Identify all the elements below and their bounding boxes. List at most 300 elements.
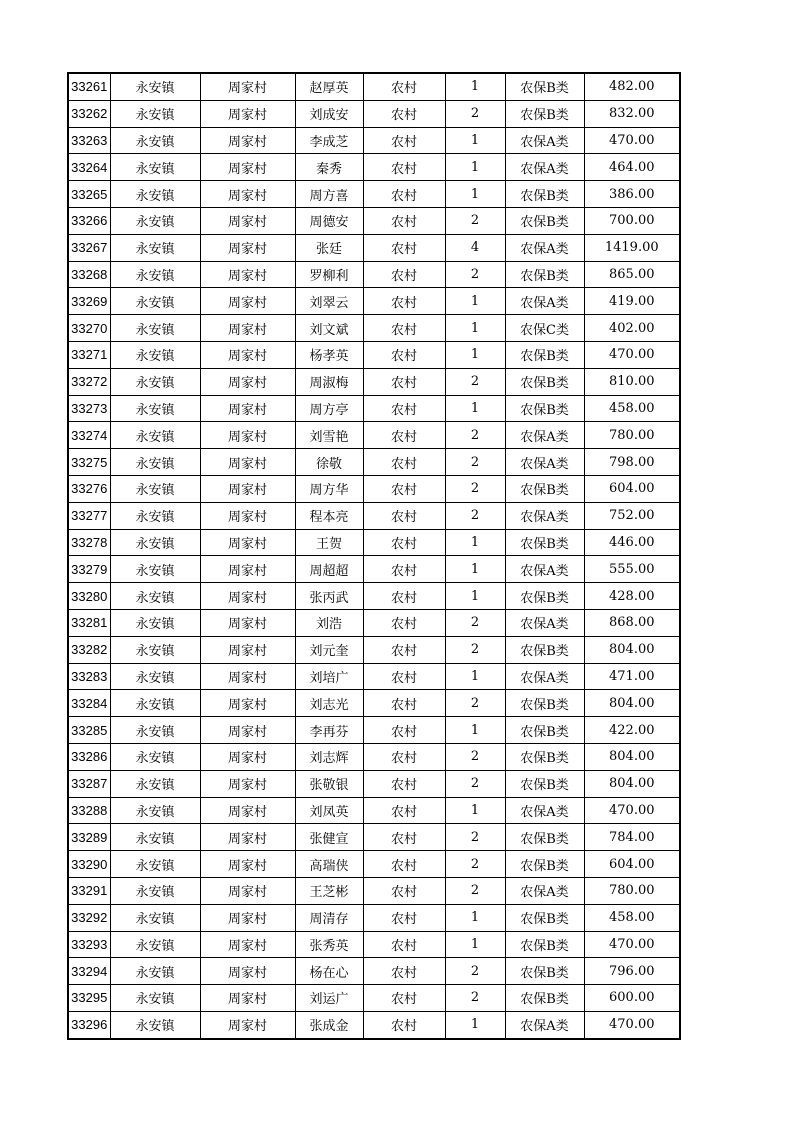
amount-cell: 604.00 xyxy=(584,851,680,878)
table-row xyxy=(68,449,680,476)
town-cell: 永安镇 xyxy=(110,609,200,636)
category-cell: 农保B类 xyxy=(505,958,584,985)
area-type-cell: 农村 xyxy=(363,583,445,610)
area-type-cell: 农村 xyxy=(363,529,445,556)
name-cell: 徐敬 xyxy=(295,449,363,476)
village-cell: 周家村 xyxy=(200,234,295,261)
record-id-cell: 33286 xyxy=(68,743,110,770)
area-type-cell: 农村 xyxy=(363,422,445,449)
table-row xyxy=(68,609,680,636)
amount-cell: 700.00 xyxy=(584,207,680,234)
area-type-cell: 农村 xyxy=(363,851,445,878)
table-row xyxy=(68,395,680,422)
name-cell: 刘志光 xyxy=(295,690,363,717)
name-cell: 杨孝英 xyxy=(295,341,363,368)
household-count-cell: 2 xyxy=(445,824,505,851)
village-cell: 周家村 xyxy=(200,958,295,985)
town-cell: 永安镇 xyxy=(110,1011,200,1038)
town-cell: 永安镇 xyxy=(110,877,200,904)
household-count-cell: 2 xyxy=(445,609,505,636)
town-cell: 永安镇 xyxy=(110,395,200,422)
town-cell: 永安镇 xyxy=(110,958,200,985)
category-cell: 农保B类 xyxy=(505,73,584,100)
household-count-cell: 1 xyxy=(445,127,505,154)
town-cell: 永安镇 xyxy=(110,663,200,690)
village-cell: 周家村 xyxy=(200,449,295,476)
area-type-cell: 农村 xyxy=(363,1011,445,1038)
village-cell: 周家村 xyxy=(200,127,295,154)
table-row xyxy=(68,288,680,315)
table-row xyxy=(68,261,680,288)
table-row xyxy=(68,904,680,931)
village-cell: 周家村 xyxy=(200,636,295,663)
record-id-cell: 33283 xyxy=(68,663,110,690)
name-cell: 张成金 xyxy=(295,1011,363,1038)
table-row xyxy=(68,958,680,985)
category-cell: 农保B类 xyxy=(505,475,584,502)
town-cell: 永安镇 xyxy=(110,261,200,288)
amount-cell: 470.00 xyxy=(584,931,680,958)
town-cell: 永安镇 xyxy=(110,770,200,797)
area-type-cell: 农村 xyxy=(363,877,445,904)
record-id-cell: 33277 xyxy=(68,502,110,529)
area-type-cell: 农村 xyxy=(363,609,445,636)
table-row xyxy=(68,851,680,878)
category-cell: 农保A类 xyxy=(505,234,584,261)
name-cell: 刘雪艳 xyxy=(295,422,363,449)
village-cell: 周家村 xyxy=(200,583,295,610)
area-type-cell: 农村 xyxy=(363,207,445,234)
amount-cell: 804.00 xyxy=(584,636,680,663)
category-cell: 农保A类 xyxy=(505,449,584,476)
table-row xyxy=(68,931,680,958)
household-count-cell: 1 xyxy=(445,181,505,208)
household-count-cell: 2 xyxy=(445,690,505,717)
table-row xyxy=(68,663,680,690)
record-id-cell: 33284 xyxy=(68,690,110,717)
name-cell: 杨在心 xyxy=(295,958,363,985)
area-type-cell: 农村 xyxy=(363,395,445,422)
table-row xyxy=(68,368,680,395)
town-cell: 永安镇 xyxy=(110,154,200,181)
area-type-cell: 农村 xyxy=(363,127,445,154)
category-cell: 农保B类 xyxy=(505,181,584,208)
amount-cell: 458.00 xyxy=(584,395,680,422)
category-cell: 农保A类 xyxy=(505,154,584,181)
amount-cell: 780.00 xyxy=(584,422,680,449)
household-count-cell: 1 xyxy=(445,288,505,315)
category-cell: 农保B类 xyxy=(505,931,584,958)
area-type-cell: 农村 xyxy=(363,288,445,315)
table-row xyxy=(68,824,680,851)
record-id-cell: 33289 xyxy=(68,824,110,851)
record-id-cell: 33278 xyxy=(68,529,110,556)
name-cell: 刘运广 xyxy=(295,985,363,1012)
village-cell: 周家村 xyxy=(200,851,295,878)
area-type-cell: 农村 xyxy=(363,690,445,717)
area-type-cell: 农村 xyxy=(363,475,445,502)
name-cell: 张廷 xyxy=(295,234,363,261)
amount-cell: 832.00 xyxy=(584,100,680,127)
village-cell: 周家村 xyxy=(200,985,295,1012)
town-cell: 永安镇 xyxy=(110,556,200,583)
village-cell: 周家村 xyxy=(200,717,295,744)
record-id-cell: 33292 xyxy=(68,904,110,931)
town-cell: 永安镇 xyxy=(110,931,200,958)
record-id-cell: 33287 xyxy=(68,770,110,797)
name-cell: 高瑞侠 xyxy=(295,851,363,878)
village-cell: 周家村 xyxy=(200,288,295,315)
table-row xyxy=(68,717,680,744)
table-row xyxy=(68,154,680,181)
village-cell: 周家村 xyxy=(200,663,295,690)
area-type-cell: 农村 xyxy=(363,985,445,1012)
table-row xyxy=(68,1011,680,1038)
area-type-cell: 农村 xyxy=(363,73,445,100)
record-id-cell: 33282 xyxy=(68,636,110,663)
table-row xyxy=(68,583,680,610)
table-row xyxy=(68,556,680,583)
table-row xyxy=(68,100,680,127)
household-count-cell: 2 xyxy=(445,770,505,797)
area-type-cell: 农村 xyxy=(363,958,445,985)
table-row xyxy=(68,73,680,100)
household-count-cell: 2 xyxy=(445,422,505,449)
village-cell: 周家村 xyxy=(200,556,295,583)
village-cell: 周家村 xyxy=(200,824,295,851)
amount-cell: 865.00 xyxy=(584,261,680,288)
town-cell: 永安镇 xyxy=(110,904,200,931)
town-cell: 永安镇 xyxy=(110,234,200,261)
category-cell: 农保C类 xyxy=(505,315,584,342)
record-id-cell: 33269 xyxy=(68,288,110,315)
town-cell: 永安镇 xyxy=(110,824,200,851)
name-cell: 周方喜 xyxy=(295,181,363,208)
amount-cell: 798.00 xyxy=(584,449,680,476)
household-count-cell: 2 xyxy=(445,261,505,288)
area-type-cell: 农村 xyxy=(363,261,445,288)
household-count-cell: 2 xyxy=(445,207,505,234)
amount-cell: 810.00 xyxy=(584,368,680,395)
amount-cell: 804.00 xyxy=(584,690,680,717)
category-cell: 农保B类 xyxy=(505,636,584,663)
table-row xyxy=(68,502,680,529)
category-cell: 农保B类 xyxy=(505,717,584,744)
record-id-cell: 33263 xyxy=(68,127,110,154)
area-type-cell: 农村 xyxy=(363,824,445,851)
town-cell: 永安镇 xyxy=(110,181,200,208)
amount-cell: 458.00 xyxy=(584,904,680,931)
category-cell: 农保B类 xyxy=(505,985,584,1012)
category-cell: 农保B类 xyxy=(505,529,584,556)
area-type-cell: 农村 xyxy=(363,502,445,529)
amount-cell: 804.00 xyxy=(584,770,680,797)
village-cell: 周家村 xyxy=(200,877,295,904)
town-cell: 永安镇 xyxy=(110,985,200,1012)
table-row xyxy=(68,422,680,449)
household-count-cell: 1 xyxy=(445,315,505,342)
table-row xyxy=(68,770,680,797)
village-cell: 周家村 xyxy=(200,502,295,529)
area-type-cell: 农村 xyxy=(363,770,445,797)
amount-cell: 402.00 xyxy=(584,315,680,342)
town-cell: 永安镇 xyxy=(110,341,200,368)
record-id-cell: 33279 xyxy=(68,556,110,583)
table-row xyxy=(68,234,680,261)
category-cell: 农保B类 xyxy=(505,904,584,931)
category-cell: 农保B类 xyxy=(505,341,584,368)
name-cell: 刘翠云 xyxy=(295,288,363,315)
name-cell: 李再芬 xyxy=(295,717,363,744)
town-cell: 永安镇 xyxy=(110,502,200,529)
table-row xyxy=(68,315,680,342)
village-cell: 周家村 xyxy=(200,904,295,931)
category-cell: 农保B类 xyxy=(505,261,584,288)
village-cell: 周家村 xyxy=(200,1011,295,1038)
village-cell: 周家村 xyxy=(200,770,295,797)
town-cell: 永安镇 xyxy=(110,449,200,476)
name-cell: 李成芝 xyxy=(295,127,363,154)
village-cell: 周家村 xyxy=(200,315,295,342)
name-cell: 刘文斌 xyxy=(295,315,363,342)
household-count-cell: 1 xyxy=(445,583,505,610)
record-id-cell: 33266 xyxy=(68,207,110,234)
name-cell: 刘凤英 xyxy=(295,797,363,824)
category-cell: 农保A类 xyxy=(505,288,584,315)
amount-cell: 1419.00 xyxy=(584,234,680,261)
name-cell: 程本亮 xyxy=(295,502,363,529)
name-cell: 刘浩 xyxy=(295,609,363,636)
category-cell: 农保B类 xyxy=(505,851,584,878)
town-cell: 永安镇 xyxy=(110,583,200,610)
amount-cell: 604.00 xyxy=(584,475,680,502)
category-cell: 农保A类 xyxy=(505,609,584,636)
town-cell: 永安镇 xyxy=(110,315,200,342)
name-cell: 张健宣 xyxy=(295,824,363,851)
household-count-cell: 2 xyxy=(445,475,505,502)
name-cell: 周方亭 xyxy=(295,395,363,422)
category-cell: 农保A类 xyxy=(505,797,584,824)
table-row xyxy=(68,341,680,368)
amount-cell: 804.00 xyxy=(584,743,680,770)
town-cell: 永安镇 xyxy=(110,475,200,502)
village-cell: 周家村 xyxy=(200,368,295,395)
household-count-cell: 2 xyxy=(445,636,505,663)
record-id-cell: 33270 xyxy=(68,315,110,342)
table-row xyxy=(68,475,680,502)
household-count-cell: 1 xyxy=(445,904,505,931)
category-cell: 农保B类 xyxy=(505,207,584,234)
village-cell: 周家村 xyxy=(200,261,295,288)
category-cell: 农保A类 xyxy=(505,663,584,690)
category-cell: 农保A类 xyxy=(505,877,584,904)
name-cell: 刘元奎 xyxy=(295,636,363,663)
name-cell: 赵厚英 xyxy=(295,73,363,100)
name-cell: 周清存 xyxy=(295,904,363,931)
household-count-cell: 2 xyxy=(445,851,505,878)
amount-cell: 868.00 xyxy=(584,609,680,636)
amount-cell: 600.00 xyxy=(584,985,680,1012)
record-id-cell: 33274 xyxy=(68,422,110,449)
table-row xyxy=(68,797,680,824)
village-cell: 周家村 xyxy=(200,154,295,181)
amount-cell: 470.00 xyxy=(584,341,680,368)
category-cell: 农保B类 xyxy=(505,100,584,127)
household-count-cell: 2 xyxy=(445,985,505,1012)
village-cell: 周家村 xyxy=(200,475,295,502)
amount-cell: 422.00 xyxy=(584,717,680,744)
area-type-cell: 农村 xyxy=(363,234,445,261)
category-cell: 农保B类 xyxy=(505,824,584,851)
household-count-cell: 1 xyxy=(445,663,505,690)
town-cell: 永安镇 xyxy=(110,100,200,127)
village-cell: 周家村 xyxy=(200,931,295,958)
town-cell: 永安镇 xyxy=(110,851,200,878)
household-count-cell: 1 xyxy=(445,556,505,583)
record-id-cell: 33275 xyxy=(68,449,110,476)
name-cell: 张敬银 xyxy=(295,770,363,797)
village-cell: 周家村 xyxy=(200,743,295,770)
record-id-cell: 33293 xyxy=(68,931,110,958)
area-type-cell: 农村 xyxy=(363,743,445,770)
amount-cell: 796.00 xyxy=(584,958,680,985)
village-cell: 周家村 xyxy=(200,529,295,556)
household-count-cell: 2 xyxy=(445,743,505,770)
household-count-cell: 2 xyxy=(445,958,505,985)
category-cell: 农保A类 xyxy=(505,502,584,529)
village-cell: 周家村 xyxy=(200,422,295,449)
household-count-cell: 1 xyxy=(445,341,505,368)
household-count-cell: 1 xyxy=(445,154,505,181)
category-cell: 农保A类 xyxy=(505,127,584,154)
amount-cell: 428.00 xyxy=(584,583,680,610)
amount-cell: 784.00 xyxy=(584,824,680,851)
household-count-cell: 1 xyxy=(445,797,505,824)
record-id-cell: 33295 xyxy=(68,985,110,1012)
record-id-cell: 33264 xyxy=(68,154,110,181)
amount-cell: 470.00 xyxy=(584,797,680,824)
name-cell: 周淑梅 xyxy=(295,368,363,395)
household-count-cell: 1 xyxy=(445,717,505,744)
amount-cell: 419.00 xyxy=(584,288,680,315)
area-type-cell: 农村 xyxy=(363,181,445,208)
village-cell: 周家村 xyxy=(200,100,295,127)
name-cell: 王贺 xyxy=(295,529,363,556)
area-type-cell: 农村 xyxy=(363,904,445,931)
category-cell: 农保B类 xyxy=(505,743,584,770)
area-type-cell: 农村 xyxy=(363,663,445,690)
table-row xyxy=(68,207,680,234)
village-cell: 周家村 xyxy=(200,690,295,717)
town-cell: 永安镇 xyxy=(110,368,200,395)
town-cell: 永安镇 xyxy=(110,797,200,824)
household-count-cell: 4 xyxy=(445,234,505,261)
amount-cell: 555.00 xyxy=(584,556,680,583)
record-id-cell: 33291 xyxy=(68,877,110,904)
record-id-cell: 33276 xyxy=(68,475,110,502)
record-id-cell: 33280 xyxy=(68,583,110,610)
name-cell: 秦秀 xyxy=(295,154,363,181)
table-row xyxy=(68,181,680,208)
record-id-cell: 33294 xyxy=(68,958,110,985)
household-count-cell: 1 xyxy=(445,395,505,422)
name-cell: 王芝彬 xyxy=(295,877,363,904)
village-cell: 周家村 xyxy=(200,609,295,636)
area-type-cell: 农村 xyxy=(363,368,445,395)
name-cell: 周超超 xyxy=(295,556,363,583)
household-count-cell: 1 xyxy=(445,529,505,556)
household-count-cell: 2 xyxy=(445,502,505,529)
town-cell: 永安镇 xyxy=(110,73,200,100)
record-id-cell: 33296 xyxy=(68,1011,110,1038)
table-row xyxy=(68,743,680,770)
village-cell: 周家村 xyxy=(200,395,295,422)
area-type-cell: 农村 xyxy=(363,556,445,583)
category-cell: 农保B类 xyxy=(505,368,584,395)
household-count-cell: 2 xyxy=(445,368,505,395)
town-cell: 永安镇 xyxy=(110,743,200,770)
village-cell: 周家村 xyxy=(200,341,295,368)
category-cell: 农保B类 xyxy=(505,583,584,610)
record-id-cell: 33271 xyxy=(68,341,110,368)
table-row xyxy=(68,127,680,154)
village-cell: 周家村 xyxy=(200,797,295,824)
town-cell: 永安镇 xyxy=(110,288,200,315)
name-cell: 张秀英 xyxy=(295,931,363,958)
household-count-cell: 1 xyxy=(445,931,505,958)
table-row xyxy=(68,636,680,663)
table-row xyxy=(68,529,680,556)
name-cell: 周德安 xyxy=(295,207,363,234)
area-type-cell: 农村 xyxy=(363,100,445,127)
amount-cell: 470.00 xyxy=(584,127,680,154)
table-row xyxy=(68,985,680,1012)
roster-body xyxy=(68,73,680,1039)
table-row xyxy=(68,877,680,904)
record-id-cell: 33285 xyxy=(68,717,110,744)
amount-cell: 446.00 xyxy=(584,529,680,556)
area-type-cell: 农村 xyxy=(363,931,445,958)
category-cell: 农保B类 xyxy=(505,770,584,797)
town-cell: 永安镇 xyxy=(110,636,200,663)
amount-cell: 470.00 xyxy=(584,1011,680,1038)
name-cell: 张丙武 xyxy=(295,583,363,610)
household-count-cell: 1 xyxy=(445,1011,505,1038)
village-cell: 周家村 xyxy=(200,73,295,100)
amount-cell: 752.00 xyxy=(584,502,680,529)
amount-cell: 464.00 xyxy=(584,154,680,181)
amount-cell: 482.00 xyxy=(584,73,680,100)
record-id-cell: 33273 xyxy=(68,395,110,422)
town-cell: 永安镇 xyxy=(110,127,200,154)
area-type-cell: 农村 xyxy=(363,449,445,476)
amount-cell: 386.00 xyxy=(584,181,680,208)
area-type-cell: 农村 xyxy=(363,154,445,181)
household-count-cell: 2 xyxy=(445,877,505,904)
area-type-cell: 农村 xyxy=(363,717,445,744)
area-type-cell: 农村 xyxy=(363,341,445,368)
name-cell: 刘成安 xyxy=(295,100,363,127)
record-id-cell: 33268 xyxy=(68,261,110,288)
area-type-cell: 农村 xyxy=(363,636,445,663)
town-cell: 永安镇 xyxy=(110,529,200,556)
category-cell: 农保B类 xyxy=(505,395,584,422)
household-count-cell: 2 xyxy=(445,100,505,127)
name-cell: 罗柳利 xyxy=(295,261,363,288)
record-id-cell: 33272 xyxy=(68,368,110,395)
subsidy-roster-table xyxy=(67,72,681,1040)
name-cell: 周方华 xyxy=(295,475,363,502)
